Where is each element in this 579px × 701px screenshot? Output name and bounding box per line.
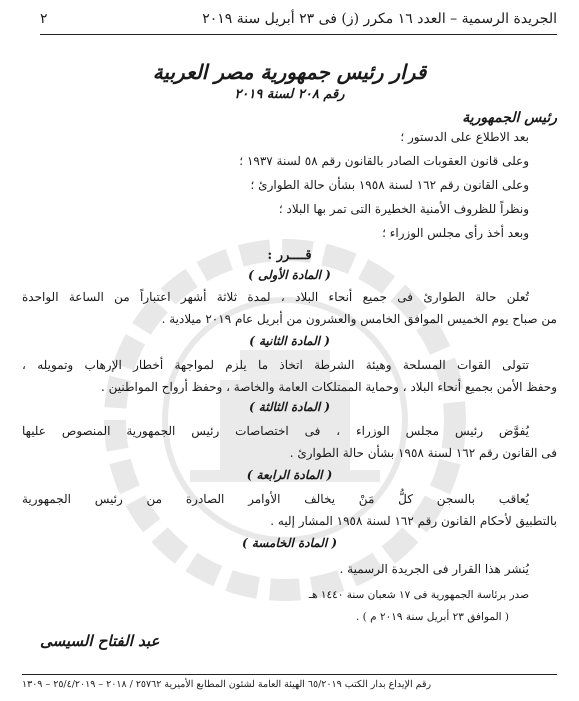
article-line: من صباح يوم الخميس الموافق الخامس والعشرون من أبريل عام ٢٠١٩ ميلادية . xyxy=(161,312,557,326)
page-footer: رقم الإيداع بدار الكتب ٦٥/٢٠١٩ الهيئة العامة لشئون المطابع الأميرية ٢٥٧٦٢ / ٢٠١٨ – ٢٥/٤/٢٠١٩ – ١٣٠٩ xyxy=(22,679,432,690)
preamble-line: بعد الاطلاع على الدستور ؛ xyxy=(400,130,529,144)
preamble-line: وعلى قانون العقوبات الصادر بالقانون رقم ٥٨ لسنة ١٩٣٧ ؛ xyxy=(239,154,529,168)
article-line: يُعاقب بالسجن كلُّ مَنْ يخالف الأوامر الصادرة من رئيس الجمهورية xyxy=(22,492,529,506)
header-divider xyxy=(40,34,557,35)
footer-divider xyxy=(22,674,557,675)
article-heading: ( المادة الثانية ) xyxy=(249,334,330,348)
article-line: تُعلن حالة الطوارئ فى جميع أنحاء البلاد ، لمدة ثلاثة أشهر اعتباراً من الساعة الواحدة xyxy=(22,290,529,304)
page-header xyxy=(40,6,557,32)
article-line: فى القانون رقم ١٦٢ لسنة ١٩٥٨ بشأن حالة الطوارئ . xyxy=(289,446,557,460)
preamble-line: ونظراً للظروف الأمنية الخطيرة التى تمر بها البلاد ؛ xyxy=(278,202,529,216)
president-label: رئيس الجمهورية xyxy=(462,110,557,126)
article-line: تتولى القوات المسلحة وهيئة الشرطة اتخاذ ما يلزم لمواجهة أخطار الإرهاب وتمويله ، xyxy=(22,358,529,372)
article-heading: ( المادة الثالثة ) xyxy=(248,400,331,414)
header-publication: الجريدة الرسمية – العدد ١٦ مكرر (ز) فى ٢٣ أبريل سنة ٢٠١٩ xyxy=(202,11,557,27)
preamble-line: وعلى القانون رقم ١٦٢ لسنة ١٩٥٨ بشأن حالة الطوارئ ؛ xyxy=(250,178,529,192)
article-heading: ( المادة الرابعة ) xyxy=(246,468,333,482)
issued-line: صدر برئاسة الجمهورية فى ١٧ شعبان سنة ١٤٤٠ هـ xyxy=(308,589,529,601)
preamble-line: وبعد أخذ رأى مجلس الوزراء ؛ xyxy=(382,226,529,240)
article-line: بالتطبيق لأحكام القانون رقم ١٦٢ لسنة ١٩٥٨ المشار إليه . xyxy=(270,514,557,528)
article-line: يُفوَّض رئيس مجلس الوزراء ، فى اختصاصات رئيس الجمهورية المنصوص عليها xyxy=(22,424,529,438)
decree-title: قرار رئيس جمهورية مصر العربية xyxy=(152,60,427,84)
article-line: يُنشر هذا القرار فى الجريدة الرسمية . xyxy=(339,562,529,576)
article-line: وحفظ الأمن بجميع أنحاء البلاد ، وحماية الممتلكات العامة والخاصة ، وحفظ أرواح المواطنين . xyxy=(100,380,557,394)
printing-authority-watermark-icon xyxy=(70,230,500,610)
article-heading: ( المادة الأولى ) xyxy=(248,268,331,282)
article-heading: ( المادة الخامسة ) xyxy=(241,536,338,550)
issued-line: ( الموافق ٢٣ أبريل سنة ٢٠١٩ م ) . xyxy=(356,611,509,623)
decree-word: قــــرر : xyxy=(267,248,312,263)
decree-number: رقم ٢٠٨ لسنة ٢٠١٩ xyxy=(234,87,345,102)
president-signature: عبد الفتاح السيسى xyxy=(40,632,160,650)
page-number: ٢ xyxy=(40,11,48,27)
